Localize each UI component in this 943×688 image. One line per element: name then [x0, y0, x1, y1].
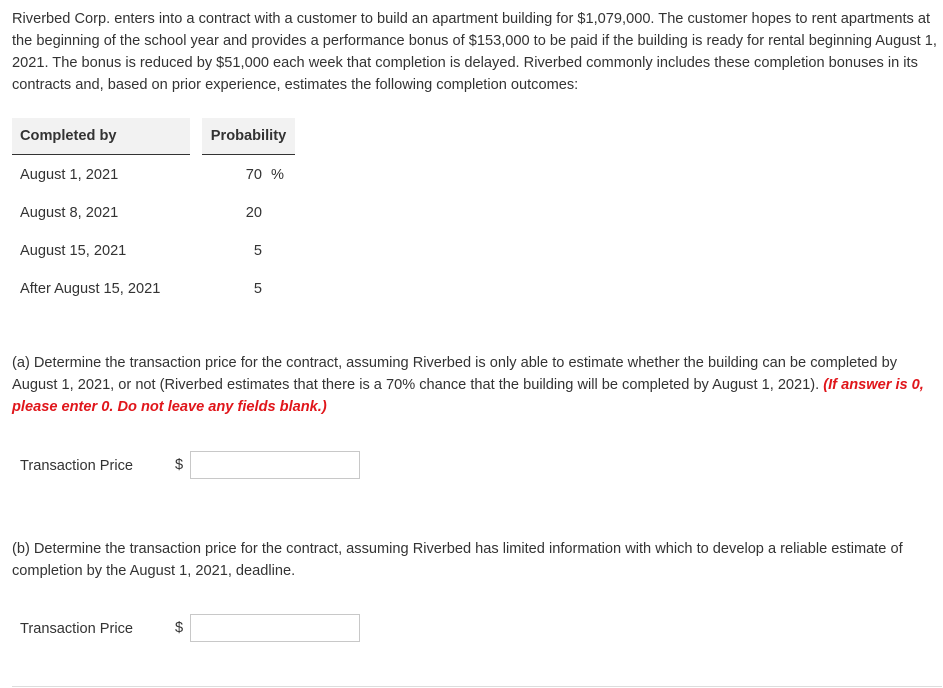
row-date: August 15, 2021	[20, 243, 127, 259]
row-date: August 8, 2021	[20, 205, 119, 221]
part-a-label: Transaction Price	[20, 458, 134, 474]
part-a-currency: $	[175, 457, 184, 473]
problem-intro: Riverbed Corp. enters into a contract with a customer to build an apartment building for $1,079,000. The customer hopes to rent apartments at the beginning of the school year and provides a performance bonus of $153,000 to be paid if the building is ready for rental beginning August 1, 2021. The bonus is reduced by $51,000 each week that completion is delayed. Riverbed commonly includes these completion bonuses in its contracts and, based on prior experience, estimates the following completion outcomes:	[12, 11, 937, 93]
row-probability: 20	[245, 205, 262, 221]
row-probability: 70	[245, 167, 262, 183]
part-b-question: (b) Determine the transaction price for the contract, assuming Riverbed has limited information with which to develop a reliable estimate of completion by the August 1, 2021, deadline.	[12, 541, 903, 579]
row-date: After August 15, 2021	[20, 281, 161, 297]
part-a-transaction-price-input[interactable]	[190, 451, 360, 479]
part-a-question	[12, 352, 942, 418]
header-probability: Probability	[202, 118, 295, 155]
bottom-divider	[12, 686, 942, 687]
part-a-text: (a) Determine the transaction price for the contract, assuming Riverbed is only able to estimate whether the building can be completed by August 1, 2021, or not (Riverbed estimates that there is a 70% chance that the building will be completed by August 1, 2021).	[12, 355, 898, 393]
header-completed-by: Completed by	[12, 118, 190, 155]
table-row	[12, 156, 302, 194]
table-row	[12, 232, 302, 270]
table-row	[12, 194, 302, 232]
part-b-transaction-price-input[interactable]	[190, 614, 360, 642]
part-b-label: Transaction Price	[20, 621, 134, 637]
row-probability: 5	[253, 281, 262, 297]
row-date: August 1, 2021	[20, 167, 119, 183]
row-probability: 5	[253, 243, 262, 259]
part-b-currency: $	[175, 620, 184, 636]
table-row	[12, 270, 302, 308]
percent-unit: %	[271, 167, 284, 183]
part-a-instruction: (If answer is 0, please enter 0. Do not leave any fields blank.)	[12, 377, 924, 415]
